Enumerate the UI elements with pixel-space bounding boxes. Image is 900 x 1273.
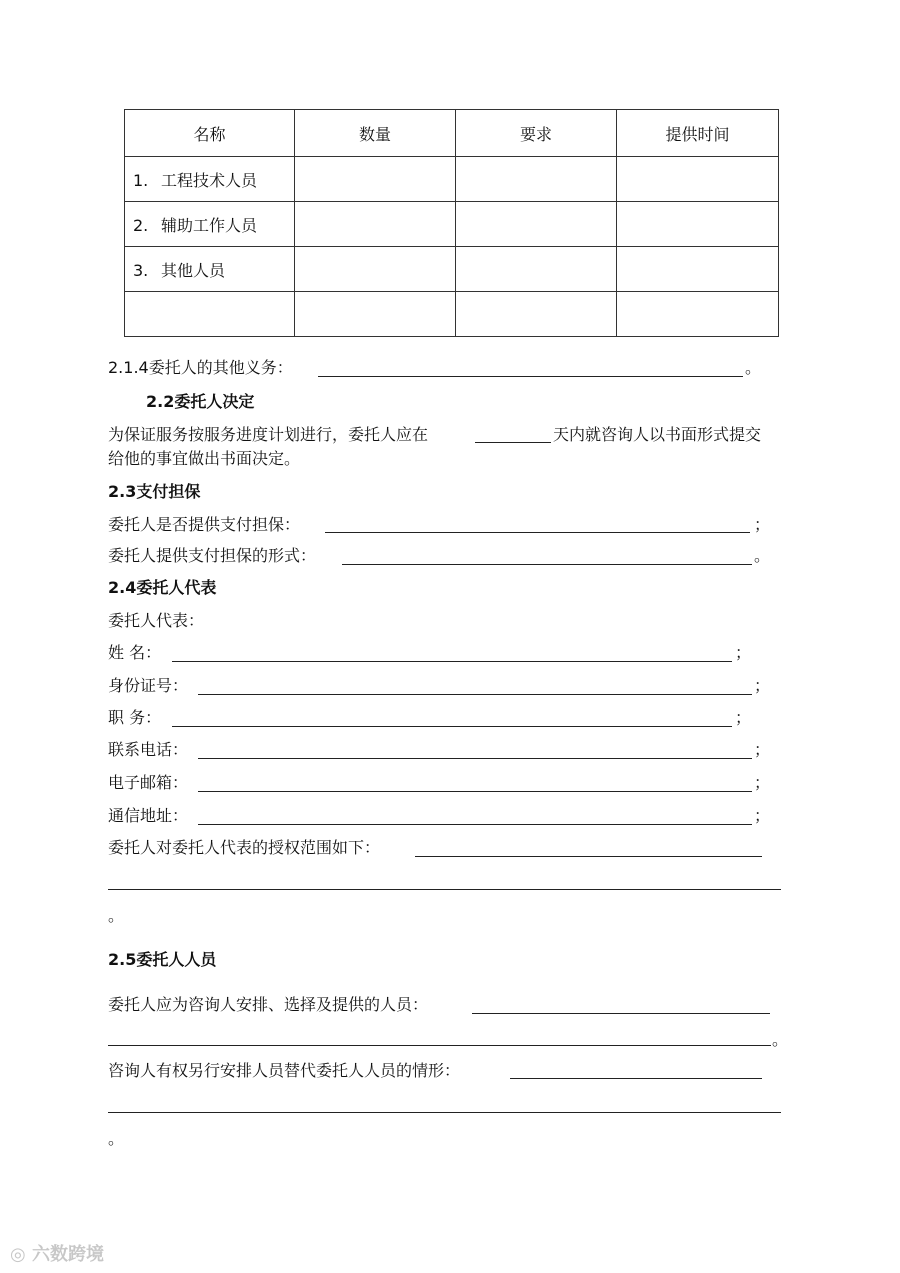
decision-text-part2: 天内就咨询人以书面形式提交	[553, 425, 762, 444]
time-cell[interactable]	[617, 202, 779, 247]
row-name-cell: 1. 工程技术人员	[125, 157, 295, 202]
authorization-scope-blank[interactable]	[415, 856, 762, 857]
guarantee-form-label: 委托人提供支付担保的形式：	[108, 546, 317, 565]
position-end: ；	[735, 708, 752, 727]
replacement-label: 咨询人有权另行安排人员替代委托人人员的情形：	[108, 1061, 461, 1080]
id-number-blank[interactable]	[198, 694, 752, 695]
table-row	[125, 247, 779, 292]
staff-table	[124, 109, 779, 337]
id-number-end: ；	[754, 676, 771, 695]
table-row	[125, 202, 779, 247]
requirement-cell[interactable]	[456, 247, 617, 292]
phone-end: ；	[754, 740, 771, 759]
replacement-end: 。	[108, 1129, 125, 1148]
replacement-blank[interactable]	[510, 1078, 762, 1079]
row-name-cell: 3. 其他人员	[125, 247, 295, 292]
table-row	[125, 157, 779, 202]
client-staff-end: 。	[772, 1030, 789, 1049]
time-cell[interactable]	[617, 157, 779, 202]
name-label: 姓 名：	[108, 643, 162, 662]
authorization-scope-end: 。	[108, 906, 125, 925]
id-number-label: 身份证号：	[108, 676, 189, 695]
section-2-5-heading: 2.5委托人人员	[108, 950, 217, 969]
client-staff-label: 委托人应为咨询人安排、选择及提供的人员：	[108, 995, 429, 1014]
client-staff-blank-line2[interactable]	[108, 1045, 771, 1046]
quantity-cell[interactable]	[295, 157, 456, 202]
email-label: 电子邮箱：	[108, 773, 189, 792]
other-obligations-end: 。	[745, 358, 762, 377]
row-name-cell	[125, 292, 295, 337]
quantity-cell[interactable]	[295, 202, 456, 247]
watermark-logo	[10, 1240, 104, 1266]
other-obligations-blank[interactable]	[318, 376, 743, 377]
guarantee-form-end: 。	[754, 546, 771, 565]
guarantee-question-label: 委托人是否提供支付担保：	[108, 515, 301, 534]
column-header-provide-time: 提供时间	[617, 110, 779, 157]
other-obligations-label: 2.1.4委托人的其他义务：	[108, 358, 293, 377]
address-end: ；	[754, 806, 771, 825]
replacement-blank-line2[interactable]	[108, 1112, 781, 1113]
watermark-text: 六数跨境	[32, 1244, 104, 1265]
requirement-cell[interactable]	[456, 157, 617, 202]
name-blank[interactable]	[172, 661, 732, 662]
section-2-2-heading: 2.2委托人决定	[146, 392, 255, 411]
section-2-4-heading: 2.4委托人代表	[108, 578, 217, 597]
position-blank[interactable]	[172, 726, 732, 727]
column-header-quantity: 数量	[295, 110, 456, 157]
table-header-row	[125, 110, 779, 157]
position-label: 职 务：	[108, 708, 162, 727]
decision-days-blank[interactable]	[475, 442, 551, 443]
section-2-3-heading: 2.3支付担保	[108, 482, 201, 501]
quantity-cell[interactable]	[295, 292, 456, 337]
column-header-name: 名称	[125, 110, 295, 157]
phone-label: 联系电话：	[108, 740, 189, 759]
guarantee-question-end: ；	[754, 515, 771, 534]
watermark-logo-icon: ◎	[10, 1244, 26, 1265]
authorization-scope-label: 委托人对委托人代表的授权范围如下：	[108, 838, 381, 857]
representative-intro: 委托人代表：	[108, 611, 205, 630]
address-blank[interactable]	[198, 824, 752, 825]
table-row	[125, 292, 779, 337]
address-label: 通信地址：	[108, 806, 189, 825]
time-cell[interactable]	[617, 292, 779, 337]
requirement-cell[interactable]	[456, 292, 617, 337]
guarantee-form-blank[interactable]	[342, 564, 752, 565]
guarantee-question-blank[interactable]	[325, 532, 750, 533]
decision-text-line2: 给他的事宜做出书面决定。	[108, 449, 301, 468]
row-name-cell: 2. 辅助工作人员	[125, 202, 295, 247]
email-end: ；	[754, 773, 771, 792]
phone-blank[interactable]	[198, 758, 752, 759]
requirement-cell[interactable]	[456, 202, 617, 247]
name-end: ；	[735, 643, 752, 662]
time-cell[interactable]	[617, 247, 779, 292]
client-staff-blank[interactable]	[472, 1013, 770, 1014]
authorization-scope-blank-line2[interactable]	[108, 889, 781, 890]
email-blank[interactable]	[198, 791, 752, 792]
decision-text-part1: 为保证服务按服务进度计划进行，委托人应在	[108, 425, 429, 444]
quantity-cell[interactable]	[295, 247, 456, 292]
column-header-requirement: 要求	[456, 110, 617, 157]
